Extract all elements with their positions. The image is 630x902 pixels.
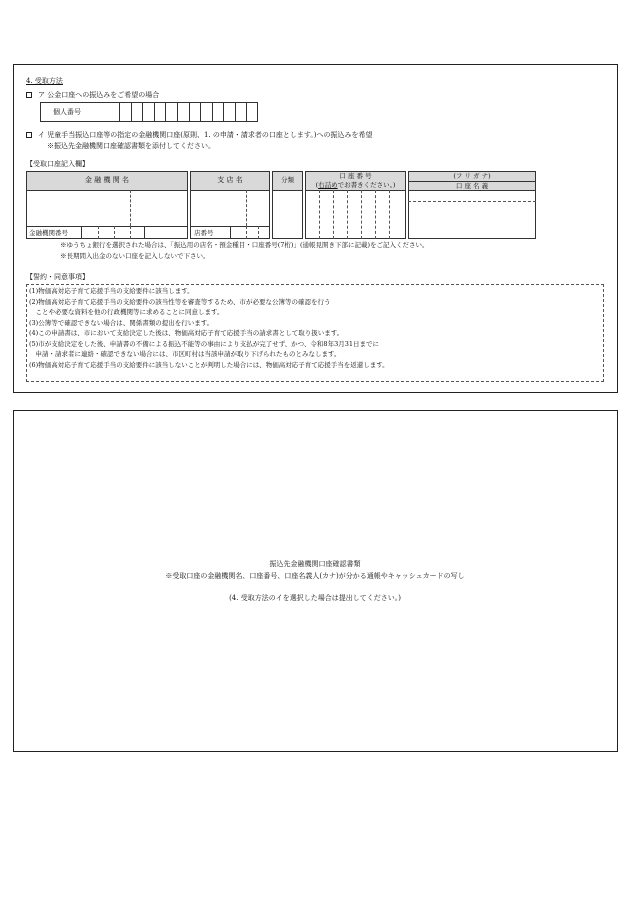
receipt-method-section	[13, 64, 618, 393]
attachment-area[interactable]	[13, 410, 618, 752]
agreement-item: (5)市が支給決定をした後、申請書の不備による振込不能等の事由により支払が完了せず、かつ、令和8年3月31日までに	[29, 340, 379, 348]
account-note-1: ※ゆうちょ銀行を選択された場合は、「振込用の店名・預金種目・口座番号(7桁)」(通帳見開き下部に記載)をご記入ください。	[60, 241, 429, 249]
account-form-heading: 【受取口座記入欄】	[26, 160, 89, 168]
agreement-item: 申請・請求者に連絡・確認できない場合には、市区町村は当該申請が取り下げられたものとみなします。	[29, 350, 341, 358]
branch-header: 支 店 名	[217, 176, 243, 184]
holder-header: 口 座 名 義	[455, 182, 489, 190]
agreement-item: (6)物価高対応子育て応援手当の支給要件に該当しないことが判明した場合には、物価高対応子育て応援手当を返還します。	[29, 361, 389, 369]
individual-number-digit-box[interactable]	[165, 103, 177, 121]
agreement-item: (4)この申請書は、市において支給決定した後は、物価高対応子育て応援手当の請求書として取り扱います。	[29, 329, 344, 337]
attachment-condition: (4. 受取方法のイを選択した場合は提出してください。)	[229, 594, 401, 602]
branch-code-label: 店番号	[194, 229, 214, 237]
agreement-heading: 【誓約・同意事項】	[26, 273, 89, 281]
individual-number-digit-box[interactable]	[131, 103, 143, 121]
individual-number-digit-box[interactable]	[223, 103, 235, 121]
account-table	[26, 171, 536, 239]
account-number-header: 口 座 番 号	[339, 172, 372, 180]
bank-code-label: 金融機関番号	[29, 229, 68, 237]
individual-number-digit-box[interactable]	[235, 103, 247, 121]
individual-number-digit-box[interactable]	[212, 103, 224, 121]
individual-number-digit-box[interactable]	[189, 103, 201, 121]
agreement-item: ことや必要な資料を他の行政機関等に求めることに同意します。	[29, 308, 224, 316]
option-b-checkbox[interactable]	[26, 132, 32, 138]
option-a-label: ア 公金口座への振込みをご希望の場合	[38, 91, 160, 99]
individual-number-digit-box[interactable]	[154, 103, 166, 121]
individual-number-digit-box[interactable]	[119, 103, 131, 121]
individual-number-digit-box[interactable]	[246, 103, 258, 121]
agreement-item: (3)公簿等で確認できない場合は、関係書類の提出を行います。	[29, 319, 214, 327]
attachment-description: ※受取口座の金融機関名、口座番号、口座名義人(カナ)が分かる通帳やキャッシュカードの写し	[165, 572, 465, 580]
individual-number-digit-box[interactable]	[142, 103, 154, 121]
option-b-note: ※振込先金融機関口座確認書類を添付してください。	[47, 142, 215, 150]
agreement-item: (1)物価高対応子育て応援手当の支給要件に該当します。	[29, 287, 194, 295]
agreement-box	[26, 284, 604, 382]
category-header: 分類	[281, 176, 294, 184]
bank-name-header: 金 融 機 関 名	[85, 176, 129, 184]
section-title: 4. 受取方法	[26, 77, 63, 85]
option-b-label: イ 児童手当振込口座等の指定の金融機関口座(原則、1. の申請・請求者の口座とします。)への振込みを希望	[38, 131, 373, 139]
agreement-item: (2)物価高対応子育て応援手当の支給要件の該当性等を審査等するため、市が必要な公簿等の確認を行う	[29, 298, 331, 306]
individual-number-label: 個人番号	[53, 108, 81, 116]
account-note-2: ※長期間入出金のない口座を記入しないで下さい。	[60, 252, 210, 260]
option-a-checkbox[interactable]	[26, 92, 32, 98]
furigana-header: (フ リ ガ ナ)	[453, 172, 491, 180]
individual-number-digit-box[interactable]	[177, 103, 189, 121]
account-number-note: (右詰めでお書きください。)	[315, 181, 396, 189]
individual-number-field[interactable]	[40, 102, 258, 122]
attachment-title: 振込先金融機関口座確認書類	[269, 560, 361, 568]
individual-number-digit-box[interactable]	[200, 103, 212, 121]
